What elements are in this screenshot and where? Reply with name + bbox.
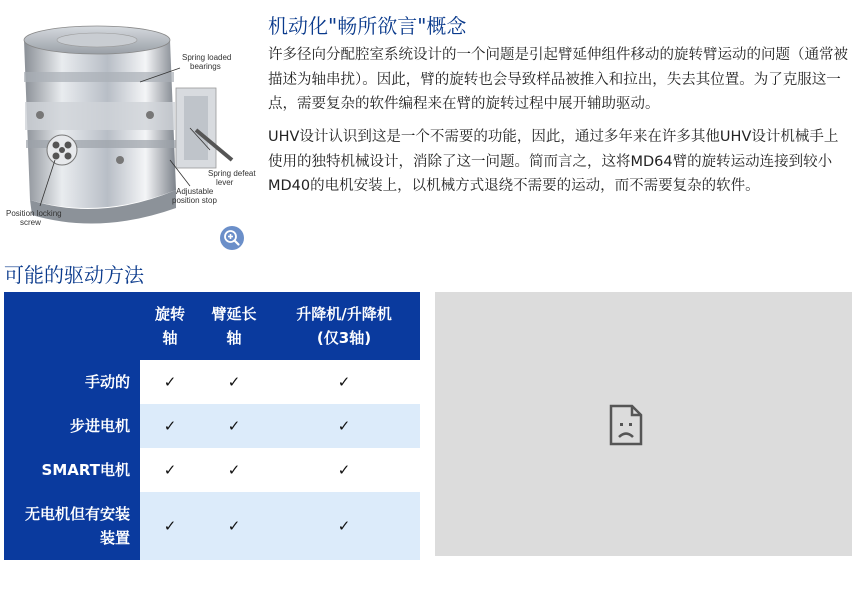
col-header-rotation: 旋转 轴 bbox=[140, 292, 200, 360]
check-cell: ✓ bbox=[140, 360, 200, 404]
check-cell: ✓ bbox=[140, 492, 200, 560]
check-cell: ✓ bbox=[200, 448, 268, 492]
check-cell: ✓ bbox=[140, 448, 200, 492]
table-row bbox=[4, 404, 420, 448]
zoom-in-button[interactable] bbox=[220, 226, 244, 250]
check-cell: ✓ bbox=[200, 360, 268, 404]
drive-methods-title: 可能的驱动方法 bbox=[4, 263, 144, 287]
row-label: 无电机但有安装 装置 bbox=[4, 492, 140, 560]
svg-text:screw: screw bbox=[20, 218, 41, 227]
concept-title: 机动化"畅所欲言"概念 bbox=[268, 14, 467, 38]
position-locking-label: Position locking bbox=[6, 209, 62, 218]
col-header-lift: 升降机/升降机 (仅3轴) bbox=[268, 292, 420, 360]
svg-text:lever: lever bbox=[216, 178, 234, 187]
check-cell: ✓ bbox=[268, 360, 420, 404]
adjustable-label: Adjustable bbox=[176, 187, 214, 196]
broken-document-icon bbox=[608, 403, 644, 447]
spring-loaded-label: Spring loaded bbox=[182, 53, 232, 62]
table-row bbox=[4, 448, 420, 492]
spring-defeat-label: Spring defeat bbox=[208, 169, 256, 178]
row-label: 手动的 bbox=[4, 360, 140, 404]
table-row bbox=[4, 492, 420, 560]
product-figure bbox=[0, 10, 258, 250]
table-header-row bbox=[4, 292, 420, 360]
manipulator-illustration bbox=[0, 10, 258, 250]
media-placeholder[interactable] bbox=[435, 292, 852, 556]
check-cell: ✓ bbox=[268, 492, 420, 560]
header-blank bbox=[4, 292, 140, 360]
check-cell: ✓ bbox=[140, 404, 200, 448]
col-header-arm-extension: 臂延长 轴 bbox=[200, 292, 268, 360]
svg-text:position stop: position stop bbox=[172, 196, 217, 205]
concept-paragraph-2: UHV设计认识到这是一个不需要的功能，因此，通过多年来在许多其他UHV设计机械手上使用的独特机械设计，消除了这一问题。简而言之，这将MD64臂的旋转运动连接到较小MD40的电机安装上，以机械方式退绕不需要的运动，而不需要复杂的软件。 bbox=[268, 129, 839, 194]
check-cell: ✓ bbox=[268, 448, 420, 492]
concept-paragraph-1: 许多径向分配腔室系统设计的一个问题是引起臂延伸组件移动的旋转臂运动的问题（通常被描述为轴串扰）。因此，臂的旋转也会导致样品被推入和拉出，失去其位置。为了克服这一点，需要复杂的软件编程来在臂的旋转过程中展开辅助驱动。 bbox=[268, 47, 848, 112]
check-cell: ✓ bbox=[200, 492, 268, 560]
row-label: 步进电机 bbox=[4, 404, 140, 448]
row-label: SMART电机 bbox=[4, 448, 140, 492]
svg-text:bearings: bearings bbox=[190, 62, 221, 71]
check-cell: ✓ bbox=[200, 404, 268, 448]
table-row bbox=[4, 360, 420, 404]
zoom-in-icon bbox=[220, 226, 244, 250]
drive-methods-table bbox=[4, 292, 420, 560]
check-cell: ✓ bbox=[268, 404, 420, 448]
